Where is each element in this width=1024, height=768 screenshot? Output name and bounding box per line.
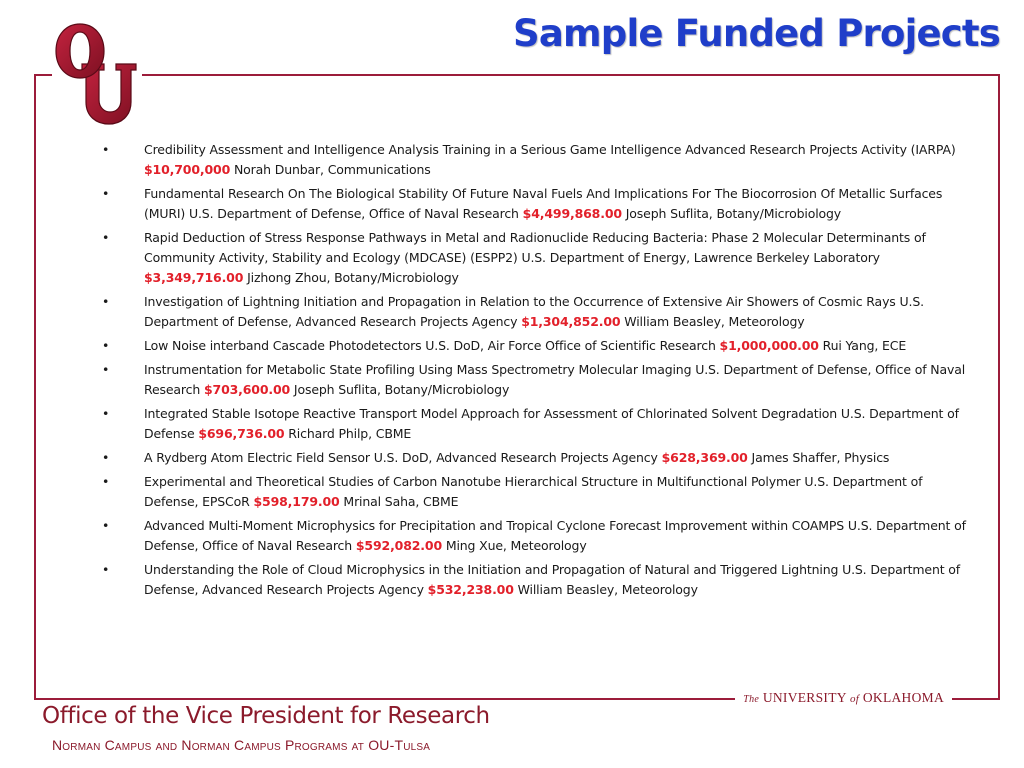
- project-description: Integrated Stable Isotope Reactive Transport Model Approach for Assessment of Chlorinated Solvent Degradation U.S. Department of Defense: [144, 406, 959, 441]
- funding-amount: $1,304,852.00: [521, 314, 621, 329]
- wordmark-the: The: [743, 694, 760, 705]
- project-item: [100, 360, 980, 400]
- principal-investigator: Joseph Suflita, Botany/Microbiology: [621, 206, 842, 221]
- bullet-icon: •: [102, 338, 110, 353]
- project-item: [100, 516, 980, 556]
- project-description: Understanding the Role of Cloud Microphysics in the Initiation and Propagation of Natural and Triggered Lightning U.S. Department of Defense, Advanced Research Projects Agency: [144, 562, 961, 597]
- project-item: [100, 228, 980, 288]
- project-description: Low Noise interband Cascade Photodetectors U.S. DoD, Air Force Office of Scientific Research: [144, 338, 720, 353]
- project-item: [100, 336, 980, 356]
- project-item: [100, 472, 980, 512]
- bullet-icon: •: [102, 450, 110, 465]
- ou-logo: [52, 18, 142, 130]
- principal-investigator: Rui Yang, ECE: [818, 338, 907, 353]
- bullet-icon: •: [102, 518, 110, 533]
- project-description: Fundamental Research On The Biological Stability Of Future Naval Fuels And Implications For The Biocorrosion Of Metallic Surfaces (MURI) U.S. Department of Defense, Office of Naval Research: [144, 186, 943, 221]
- funding-amount: $696,736.00: [198, 426, 285, 441]
- bullet-icon: •: [102, 474, 110, 489]
- principal-investigator: Norah Dunbar, Communications: [230, 162, 431, 177]
- funding-amount: $10,700,000: [144, 162, 231, 177]
- footer-title: Office of the Vice President for Research: [42, 703, 490, 729]
- funding-amount: $532,238.00: [427, 582, 514, 597]
- funding-amount: $4,499,868.00: [522, 206, 622, 221]
- project-item: [100, 292, 980, 332]
- project-description: Investigation of Lightning Initiation and Propagation in Relation to the Occurrence of Extensive Air Showers of Cosmic Rays U.S. Department of Defense, Advanced Research Projects Agency: [144, 294, 924, 329]
- bullet-icon: •: [102, 142, 110, 157]
- footer-subtitle: Norman Campus and Norman Campus Programs at OU-Tulsa: [52, 737, 431, 753]
- bullet-icon: •: [102, 294, 110, 309]
- funding-amount: $1,000,000.00: [719, 338, 819, 353]
- wordmark-university: UNIVERSITY: [762, 690, 847, 705]
- principal-investigator: Jizhong Zhou, Botany/Microbiology: [243, 270, 459, 285]
- project-description: Rapid Deduction of Stress Response Pathways in Metal and Radionuclide Reducing Bacteria: Phase 2 Molecular Determinants of Community Activity, Stability and Ecology (MDCASE) (ESPP2) U.S. Department of Energy, Lawrence Berkeley Laboratory: [144, 230, 926, 265]
- university-wordmark: [735, 690, 952, 706]
- bullet-icon: •: [102, 230, 110, 245]
- project-list-container: [100, 140, 980, 604]
- bullet-icon: •: [102, 406, 110, 421]
- wordmark-of: of: [850, 693, 860, 705]
- principal-investigator: Richard Philp, CBME: [284, 426, 412, 441]
- principal-investigator: William Beasley, Meteorology: [620, 314, 805, 329]
- principal-investigator: William Beasley, Meteorology: [513, 582, 698, 597]
- wordmark-oklahoma: OKLAHOMA: [862, 690, 944, 705]
- project-item: [100, 140, 980, 180]
- funding-amount: $628,369.00: [661, 450, 748, 465]
- project-description: A Rydberg Atom Electric Field Sensor U.S. DoD, Advanced Research Projects Agency: [144, 450, 662, 465]
- principal-investigator: James Shaffer, Physics: [747, 450, 890, 465]
- funding-amount: $3,349,716.00: [144, 270, 244, 285]
- principal-investigator: Joseph Suflita, Botany/Microbiology: [290, 382, 510, 397]
- bullet-icon: •: [102, 186, 110, 201]
- funding-amount: $598,179.00: [253, 494, 340, 509]
- project-item: [100, 448, 980, 468]
- project-description: Experimental and Theoretical Studies of Carbon Nanotube Hierarchical Structure in Multifunctional Polymer U.S. Department of Defense, EPSCoR: [144, 474, 923, 509]
- project-description: Instrumentation for Metabolic State Profiling Using Mass Spectrometry Molecular Imaging U.S. Department of Defense, Office of Naval Research: [144, 362, 966, 397]
- project-description: Credibility Assessment and Intelligence Analysis Training in a Serious Game Intelligence Advanced Research Projects Activity (IARPA): [144, 142, 956, 157]
- funding-amount: $703,600.00: [203, 382, 291, 397]
- ou-monogram-icon: [52, 18, 142, 130]
- project-description: Advanced Multi-Moment Microphysics for Precipitation and Tropical Cyclone Forecast Improvement within COAMPS U.S. Department of Defense, Office of Naval Research: [144, 518, 966, 553]
- project-item: [100, 184, 980, 224]
- project-item: [100, 404, 980, 444]
- bullet-icon: •: [102, 362, 110, 377]
- project-item: [100, 560, 980, 600]
- project-list: [100, 140, 980, 600]
- principal-investigator: Ming Xue, Meteorology: [442, 538, 587, 553]
- bullet-icon: •: [102, 562, 110, 577]
- funding-amount: $592,082.00: [355, 538, 442, 553]
- principal-investigator: Mrinal Saha, CBME: [339, 494, 459, 509]
- page-title: Sample Funded Projects: [513, 12, 1000, 55]
